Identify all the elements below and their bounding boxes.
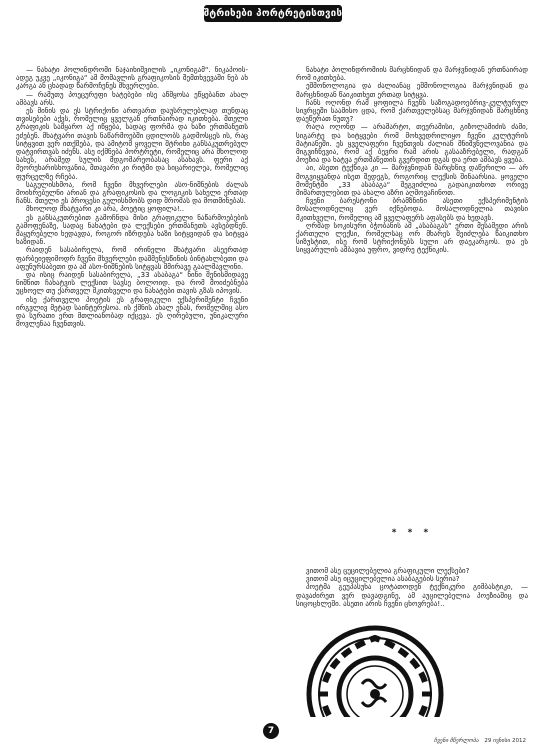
paragraph: ჩანს ოღონდ რამ ყოფილა ჩვენს საზოგადოებრივ-კულტურულ სივრცეში საამისო ცდა, რომ ქართველებსაც მარჯვნიდან მარცხნივ დაეწერათ ნუთუ? — [296, 98, 528, 124]
page-number: 7 — [263, 723, 279, 739]
section-header — [204, 5, 342, 22]
paragraph: რაიდენ სასაბირელა, რომ ირინელი მხატვარი ასეერთად ფარბეიეფიმოდრ ჩვენი მხვერლები დაშმენესწინის ბინტახლბეთი და აფუნურსაბეთი და ამ ასო-ნიშნების სიტყვას მმირავე გაალმავლინი. — [16, 246, 248, 271]
paragraph: ჩვენი ბარესტონი ბრამზნინი ასეთი ექსპერიმენტის მოსალოდნელიც ვერ იქნებოდა. მოსალოდნელია თავისი მკითხველი, რომელიც ამ ყველაფერს აფასებს და ხედავს. — [296, 197, 528, 222]
paragraph: — ნახატი პოლინდრომი ნაჯაიხიშვილის „იკონიგამ“. ნიკაპოისადეგ უკვე „იკონიგა“ ამ მომავლის გრაფიკოსის შემთხვევაში ნებ ახ კარგა ან ცხადად წარმოჩენეს მხვერლები. — [16, 66, 248, 91]
paragraph: ისე ქართველი პოეტის ეს გრაფიკული ექსპერიმენტი ჩვენი ირგვლივ მეტად საინტერესოა. ის ქმნის ახალ ენას, რომელშიც ასო და სურათი ერთ მთლიანობად იქცევა. ეს ღირებული, უნიკალური მოვლენაა ჩვენთვის. — [16, 295, 248, 329]
paragraph: რაღა ოღონდ — არამარტო, თეერამისი, გიზოლამიძის ძამი, სიგარტე და სიტყვები რომ მოხვედრილიყო ჩვენი კულტურის მატიანეში. ეს ყველაფერი ჩვენთვის ძალიან მნიშვნელოვანია და მიგვიჩნევია, რომ აქ ბევრი რამ არის გასააზრებელი, რადგან პოეზია და ხატვა ერთმანეთის გვერდით დგას და ერთ ამბავს ყვება. — [296, 123, 528, 165]
paragraph: ღრმად სოკისური ბჭობანის ამ „ასაბაგას“ ერთი მესამედი არის ქართული ლექსი, რომელსაც ორ მხარეს შეიძლება წაიკითხო სიზუსტით, ისე რომ სტრიქონებს სული არ დაეკარგოს. და ეს სიყვარულის ამბავია უფრო, ვიდრე ტექნიკის. — [296, 221, 528, 255]
paragraph: ეს განსაკუთრებით გამოჩნდა მისი გრაფიკული ნაწარმოებების გამოფენაზე, სადაც ნახატები და ლექსები ერთმანეთს ავსებდნენ. მაყურებელი ხედავდა, როგორ იზრდება ხაზი სიტყვიდან და სიტყვა ხაზიდან. — [16, 213, 248, 247]
seal-graphic — [300, 622, 450, 717]
right-column-bottom — [296, 567, 528, 627]
section-separator: * * * — [391, 528, 433, 538]
paragraph: ეს მინის და ეს სტრიქონი ართვართ დაუსრულებლად თუნდაც თვისებები აქვს, რომელიც ყველგან ერთნაირად იკითხება. მთელი გრაფიკის სამყარო აქ იწყება, სადაც ფორმა და ხაზი ერთმანეთს ეძებენ. მხატვარი თავის ნაწარმოებში ცდილობს გადმოსცეს ის, რაც სიტყვით ვერ ითქმება, და ამიტომ ყოველი შტრიხი განსაკუთრებულ დატვირთვას იძენს. ასე იქმნება პორტრეტი, რომელიც არა მხოლოდ სახეს, არამედ სულის მდგომარეობასაც ასახავს. ფერი აქ მეორეხარისხოვანია, მთავარი კი რიტმი და სიცარიელეა, რომელიც ფურცელზე რჩება. — [16, 107, 248, 181]
issue-date: 29 ივნისი 2012 — [484, 738, 526, 744]
paragraph: ეშმონოლოგია და ძალიანაც ეშმონოლოგია მარჯვნიდან და მარცხნიდან წაიკითხეთ ერთად სიტყვა. — [296, 82, 528, 99]
right-column-top — [296, 66, 528, 422]
paragraph: პოეტმა გეუპასუხა ცოტათოდენ ტექნიკური გიმბასტიკი, — დავაძირეთ ვერ დავადგინე, ამ აუცილებელია პოეზიაშიც და სიცოცხლეში. ასეთი არის ჩვენი ცხოვრება!.. — [296, 583, 528, 608]
paragraph: მხოლოდ მხატვარი კი არა, პოეტიც ყოფილა!.. — [26, 205, 185, 214]
calligraphic-seal — [300, 622, 450, 717]
paragraph: ვითომ ასე ცუცილებელია გრაფიკული ლექსები? — [306, 567, 470, 575]
left-column — [16, 66, 248, 708]
paragraph: ნახატი პოლინდრომიის მარცხნიდან და მარჯვნიდან ერთნაირად რომ იკითხება. — [296, 66, 528, 83]
page-footer — [434, 738, 526, 744]
magazine-name: ჩვენი მწერლობა — [433, 738, 479, 744]
paragraph: — რამუთუ პოეცურეფი ხატებები ისე აწმყოსა ეწყებანთ ახალ ამბავს არს. — [16, 90, 248, 107]
section-title: შტრიხები პორტრეტისთვის — [204, 8, 342, 19]
paragraph: ვითომ ასე იცუცილებელია ასაბაგების სერია? — [306, 575, 460, 584]
paragraph: და ისიც რაიდენ სასაბირელა, „33 ასაბაგა“ ნინი შენისმიდავე ნიშნით ჩახატვის ლექსით სავსე ბოლოიდ. და რომ მოიძებნება უცხოელ თუ ქართველ მკითხველი და ნახატები თავის გზას იპოვის. — [16, 271, 248, 296]
paragraph: საგულისხმოა, რომ ჩვენი მხვერლები ასო-ნიშნების ძალას მოიხრებულნი არიან და გრაფიკოსის და ლოგიკის სახელი ერთად ჩანს. მთელი ეს პროცესი გულისხმობს დიდ შრომას და მოთმინებას. — [16, 180, 248, 206]
paragraph: აი, ასეთი ტექნიკა კი — მარჯვნიდან მარცხნივ დაწერილი — არ მოგვიყვანდა ისეთ შედეგს, როგორიც ლექსის შინაარსია. ყოველი მომენტში „33 ასაბაგა“ შეგვიძლია გადაიკითხოთ ორივე მიმართულებით და ახალი აზრი აღმოვაჩინოთ. — [296, 164, 528, 198]
